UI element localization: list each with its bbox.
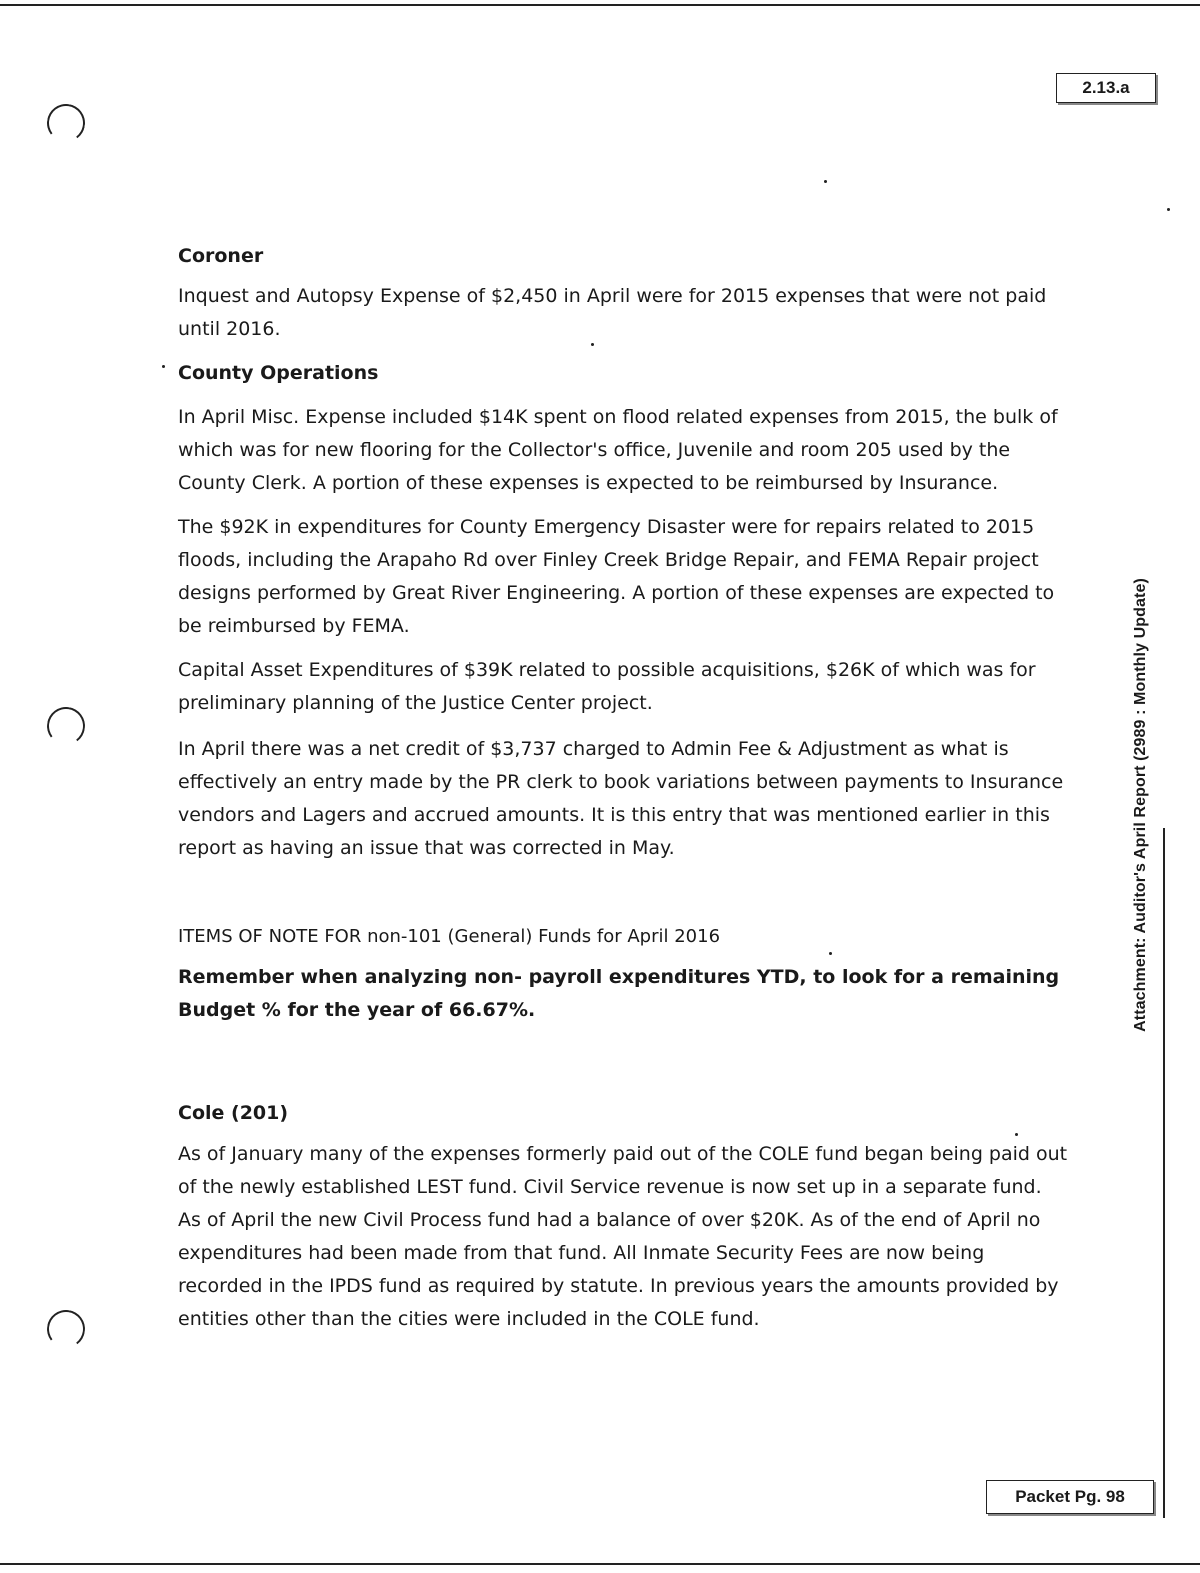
paragraph-county-operations-3: Capital Asset Expenditures of $39K related to possible acquisitions, $26K of which was for preliminary planning of the Justice Center project. xyxy=(178,659,1036,714)
bottom-border-line xyxy=(0,1563,1200,1565)
top-border-line xyxy=(0,4,1200,6)
reminder-remaining-budget: Remember when analyzing non- payroll expenditures YTD, to look for a remaining Budget % for the year of 66.67%. xyxy=(178,966,1060,1021)
scan-speck xyxy=(824,180,827,183)
section-heading-coroner: Coroner xyxy=(178,245,264,267)
scan-speck xyxy=(162,365,165,368)
report-body xyxy=(178,240,1068,1336)
punch-hole-top xyxy=(45,102,88,145)
agenda-tag-box xyxy=(1056,73,1156,103)
section-county-operations xyxy=(178,357,1068,865)
section-heading-cole: Cole (201) xyxy=(178,1102,289,1124)
paragraph-county-operations-2: The $92K in expenditures for County Emergency Disaster were for repairs related to 2015 floods, including the Arapaho Rd over Finley Creek Bridge Repair, and FEMA Repair project designs performed by Great River Engineering. A portion of these expenses are expected to be reimbursed by FEMA. xyxy=(178,516,1055,637)
right-margin-line xyxy=(1163,828,1165,1518)
attachment-side-text: Attachment: Auditor's April Report (2989 : Monthly Update) xyxy=(1132,578,1149,1032)
paragraph-county-operations-4: In April there was a net credit of $3,737 charged to Admin Fee & Adjustment as what is effectively an entry made by the PR clerk to book variations between payments to Insurance vendors and Lagers and accrued amounts. It is this entry that was mentioned earlier in this report as having an issue that was corrected in May. xyxy=(178,738,1064,859)
punch-hole-bottom xyxy=(45,1308,88,1351)
paragraph-county-operations-1: In April Misc. Expense included $14K spent on flood related expenses from 2015, the bulk of which was for new flooring for the Collector's office, Juvenile and room 205 used by the County Clerk. A portion of these expenses is expected to be reimbursed by Insurance. xyxy=(178,406,1058,494)
section-heading-county-operations: County Operations xyxy=(178,362,379,384)
section-coroner xyxy=(178,240,1068,346)
section-cole xyxy=(178,1097,1068,1336)
paragraph-coroner-1: Inquest and Autopsy Expense of $2,450 in April were for 2015 expenses that were not paid until 2016. xyxy=(178,285,1047,340)
packet-page-label: Packet Pg. 98 xyxy=(1015,1487,1125,1506)
punch-hole-middle xyxy=(45,705,88,748)
scan-speck xyxy=(1167,208,1170,211)
paragraph-cole-1: As of January many of the expenses formerly paid out of the COLE fund began being paid out of the newly established LEST fund. Civil Service revenue is now set up in a separate fund. As of April the new Civil Process fund had a balance of over $20K. As of the end of April no expenditures had been made from that fund. All Inmate Security Fees are now being recorded in the IPDS fund as required by statute. In previous years the amounts provided by entities other than the cities were included in the COLE fund. xyxy=(178,1143,1068,1330)
section-heading-items-of-note: ITEMS OF NOTE FOR non-101 (General) Funds for April 2016 xyxy=(178,926,721,947)
section-items-of-note xyxy=(178,920,1068,1027)
packet-page-box xyxy=(986,1480,1154,1514)
agenda-tag-label: 2.13.a xyxy=(1082,78,1130,97)
